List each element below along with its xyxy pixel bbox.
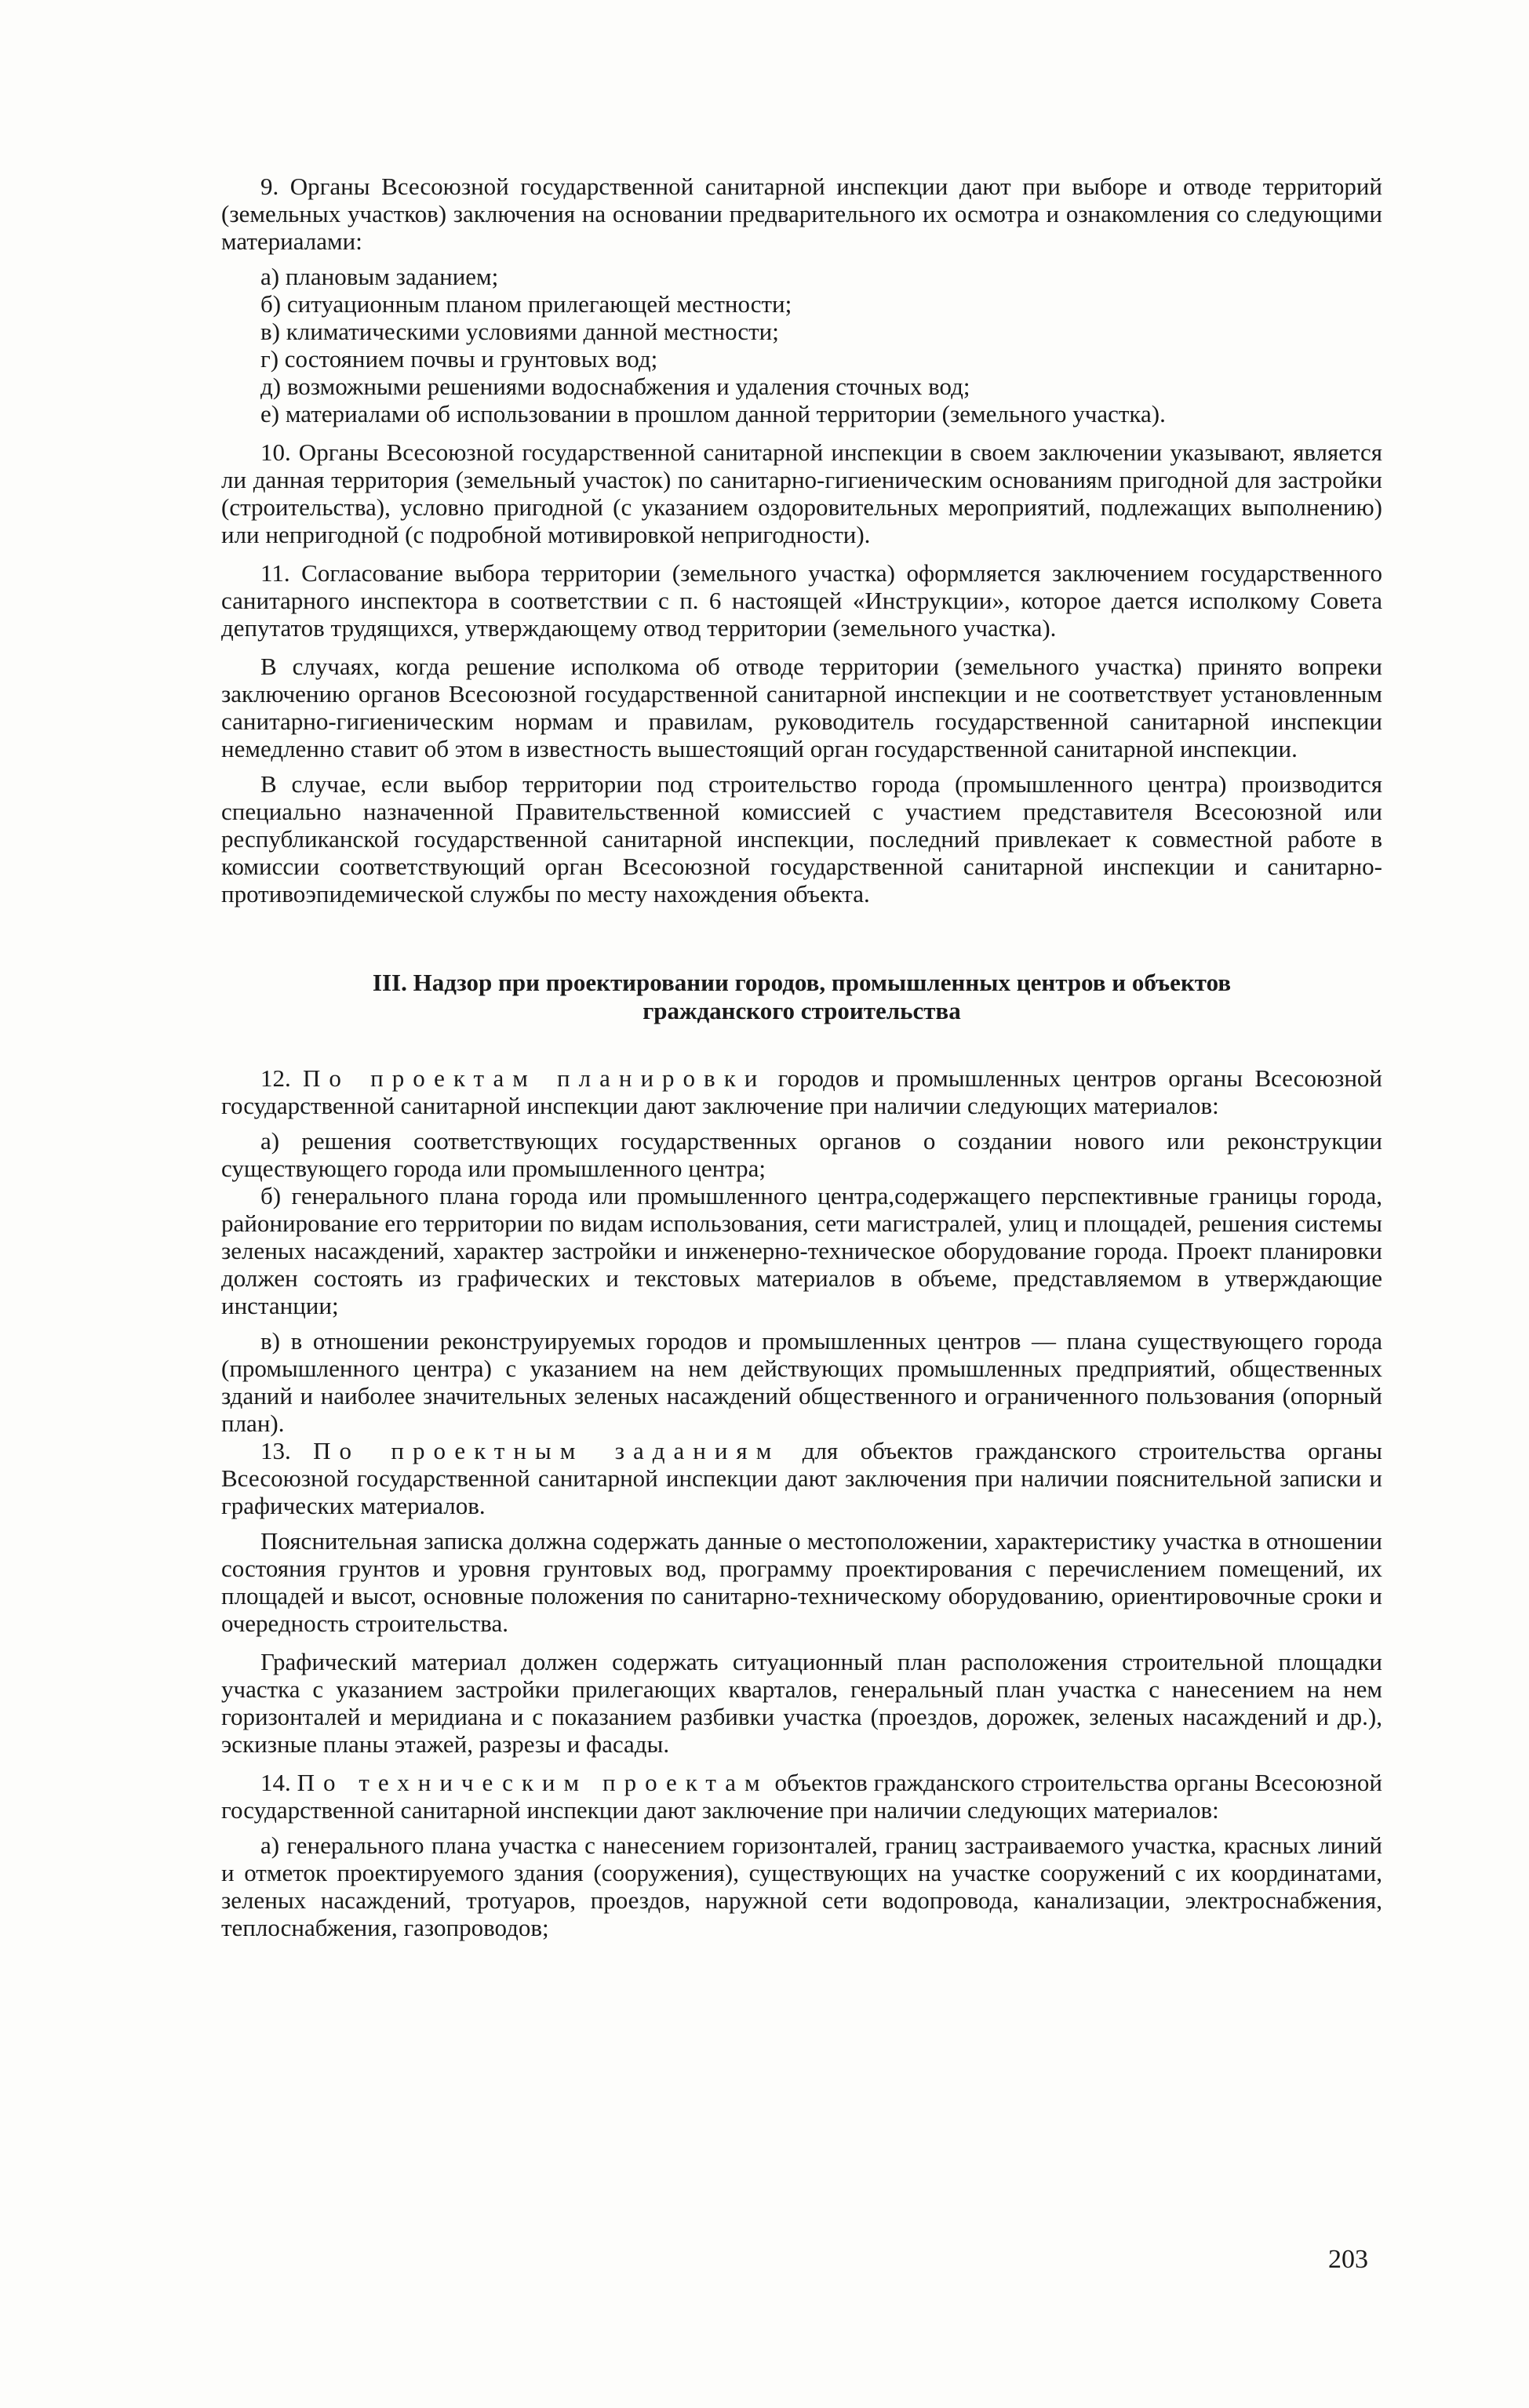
section-number: 12.	[260, 1064, 291, 1092]
section-13-paragraph: Графический материал должен содержать ситуационный план расположения строительной площадки участка с указанием застройки прилегающих кварталов, генеральный план участка с нанесением на нем горизонталей и меридиана и с показанием разбивки участка (проездов, дорожек, зеленых насаждений и др.), эскизные планы этажей, разрезы и фасады.	[221, 1648, 1382, 1758]
section-11-paragraph: В случае, если выбор территории под строительство города (промышленного центра) производится специально назначенной Правительственной комиссией с участием представителя Всесоюзной или республиканской государственной санитарной инспекции, последний привлекает к совместной работе в комиссии соответствующий орган Всесоюзной государственной санитарной инспекции и санитарно-противоэпидемической службы по месту нахождения объекта.	[221, 770, 1382, 908]
section-heading-line: III. Надзор при проектировании городов, промышленных центров и объектов	[372, 969, 1232, 996]
section-text: городов и промышленных центров органы Всесоюзной государственной санитарной инспекции дают заключение при наличии следующих материалов:	[221, 1064, 1383, 1119]
list-item: г) состоянием почвы и грунтовых вод;	[260, 345, 658, 373]
section-text: для объектов гражданского строительства органы Всесоюзной государственной санитарной инспекции дают заключения при наличии пояснительной записки и графических материалов.	[221, 1437, 1382, 1519]
page-number: 203	[1328, 2245, 1368, 2274]
spaced-term: По техническим проектам	[297, 1769, 769, 1796]
section-number: 13.	[260, 1437, 291, 1464]
list-item: б) ситуационным планом прилегающей местности;	[260, 290, 792, 318]
list-item: д) возможными решениями водоснабжения и удаления сточных вод;	[260, 373, 970, 400]
list-item: в) в отношении реконструируемых городов и промышленных центров — плана существующего города (промышленного центра) с указанием на нем действующих промышленных предприятий, общественных зданий и наиболее значительных зеленых насаждений общественного и ограниченного пользования (опорный план).	[221, 1327, 1382, 1437]
spaced-term: По проектным заданиям	[313, 1437, 781, 1464]
section-heading	[253, 969, 1351, 1025]
list-item: а) решения соответствующих государственных органов о создании нового или реконструкции существующего города или промышленного центра;	[221, 1127, 1382, 1182]
section-text: объектов гражданского строительства органы Всесоюзной государственной санитарной инспекции дают заключение при наличии следующих материалов:	[221, 1769, 1383, 1824]
list-item: а) генерального плана участка с нанесением горизонталей, границ застраиваемого участка, красных линий и отметок проектируемого здания (сооружения), существующих на участке сооружений с их координатами, зеленых насаждений, тротуаров, проездов, наружной сети водопровода, канализации, электроснабжения, теплоснабжения, газопроводов;	[221, 1831, 1382, 1941]
section-10: 10. Органы Всесоюзной государственной санитарной инспекции в своем заключении указывают, является ли данная территория (земельный участок) по санитарно-гигиеническим основаниям пригодной для застройки (строительства), условно пригодной (с указанием оздоровительных мероприятий, подлежащих выполнению) или непригодной (с подробной мотивировкой непригодности).	[221, 438, 1382, 548]
section-13-paragraph: Пояснительная записка должна содержать данные о местоположении, характеристику участка в отношении состояния грунтов и уровня грунтовых вод, программу проектирования с перечислением помещений, их площадей и высот, основные положения по санитарно-техническому оборудованию, ориентировочные сроки и очередность строительства.	[221, 1527, 1382, 1637]
section-9-intro: 9. Органы Всесоюзной государственной санитарной инспекции дают при выборе и отводе территорий (земельных участков) заключения на основании предварительного их осмотра и ознакомления со следующими материалами:	[221, 173, 1382, 255]
section-11-paragraph: В случаях, когда решение исполкома об отводе территории (земельного участка) принято вопреки заключению органов Всесоюзной государственной санитарной инспекции и не соответствует установленным санитарно-гигиеническим нормам и правилам, руководитель государственной санитарной инспекции немедленно ставит об этом в известность вышестоящий орган государственной санитарной инспекции.	[221, 653, 1382, 762]
list-item: б) генерального плана города или промышленного центра,содержащего перспективные границы города, районирование его территории по видам использования, сети магистралей, улиц и площадей, решения системы зеленых насаждений, характер застройки и инженерно-техническое оборудование города. Проект планировки должен состоять из графических и текстовых материалов в объеме, представляемом в утверждающие инстанции;	[221, 1182, 1382, 1319]
document-body	[221, 173, 1382, 1941]
section-11: 11. Согласование выбора территории (земельного участка) оформляется заключением государственного санитарного инспектора в соответствии с п. 6 настоящей «Инструкции», которое дается исполкому Совета депутатов трудящихся, утверждающему отвод территории (земельного участка).	[221, 559, 1382, 642]
section-number: 14.	[260, 1769, 291, 1796]
list-item: е) материалами об использовании в прошлом данной территории (земельного участка).	[260, 400, 1166, 427]
list-item: а) плановым заданием;	[260, 263, 499, 290]
section-12	[221, 1064, 1382, 1119]
spaced-term: По проектам планировки	[303, 1064, 766, 1092]
section-13	[221, 1437, 1382, 1519]
section-14	[221, 1769, 1382, 1824]
list-item: в) климатическими условиями данной местности;	[260, 318, 779, 345]
section-heading-line: гражданского строительства	[643, 997, 961, 1024]
